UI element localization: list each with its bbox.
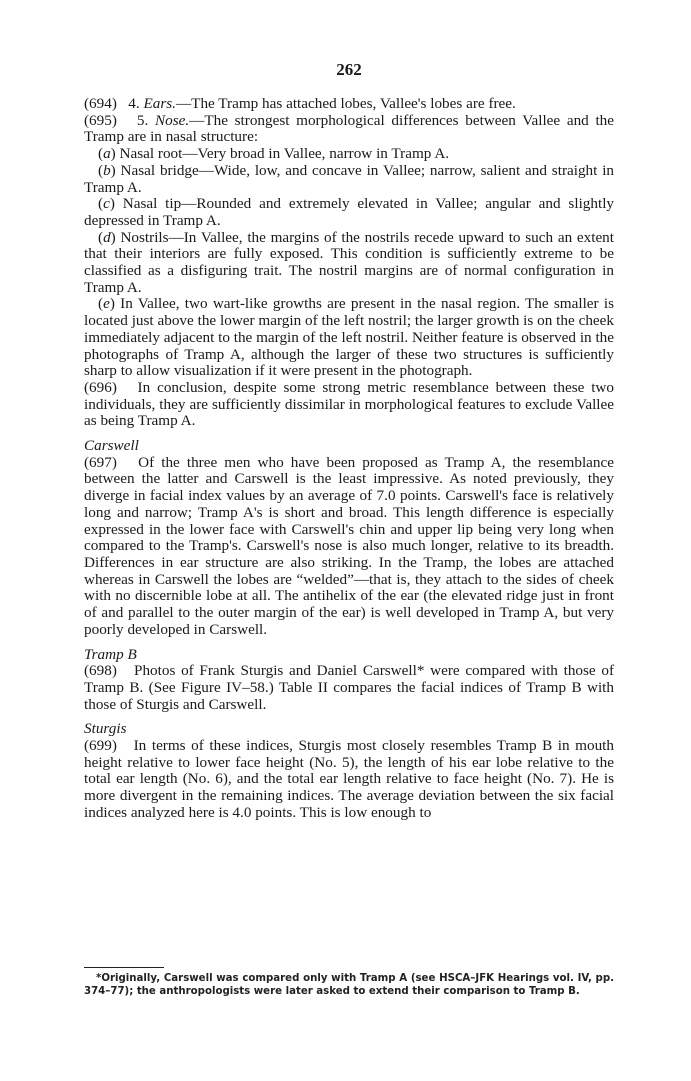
paragraph-text: In terms of these indices, Sturgis most closely resembles Tramp B in mouth height relative to lower face height (No. 5), the length of his ear lobe relative to the total ear length (No. 6), and the total ear length relative to face height (No. 7). He is more divergent in the remaining indices. The average deviation between the six facial indices analyzed here is 4.0 points. This is low enough to (84, 737, 614, 821)
paragraph-698 (84, 663, 614, 713)
paragraph-number: (695) (84, 111, 117, 129)
subitem-letter: a (103, 145, 111, 163)
subitem-d: (d) Nostrils—In Vallee, the margins of the nostrils recede upward to such an extent that their interiors are fully exposed. This condition is sufficiently extreme to be classified as a disfiguring trait. The nostril margins are of normal configuration in Tramp A. (84, 228, 614, 296)
item-label: Nose. (154, 111, 190, 129)
footnote-text: *Originally, Carswell was compared only with Tramp A (see HSCA–JFK Hearings vol. IV, pp. 374–77); the anthropologists were later asked to extend their comparison to Tramp B. (84, 973, 614, 998)
subitem-text: Nostrils—In Vallee, the margins of the nostrils recede upward to such an extent that their interiors are fully exposed. This condition is sufficiently extreme to be classified as a disfiguring trait. The nostril margins are of normal configuration in Tramp A. (84, 228, 614, 296)
subitem-letter: e (103, 295, 110, 313)
footnote-divider (84, 967, 164, 968)
subitem-b: (b) Nasal bridge—Wide, low, and concave in Vallee; narrow, salient and straight in Tramp A. (84, 161, 615, 196)
paragraph-number: (696) (84, 378, 117, 396)
subitem-letter: d (103, 228, 111, 246)
paragraph-number: (698) (84, 662, 117, 680)
paragraph-699 (84, 738, 614, 822)
item-number: 5. (136, 111, 149, 129)
paragraph-number: (699) (84, 737, 117, 755)
paragraph-text: In conclusion, despite some strong metric resemblance between these two individuals, they are sufficiently dissimilar in morphological features to exclude Vallee as being Tramp A. (84, 378, 614, 430)
subitem-c: (c) Nasal tip—Rounded and extremely elevated in Vallee; angular and slightly depressed in Tramp A. (84, 195, 615, 229)
paragraph-text: —The strongest morphological differences between Vallee and the Tramp are in nasal structure: (84, 111, 614, 146)
subitem-text: Nasal root—Very broad in Vallee, narrow in Tramp A. (119, 145, 450, 163)
subitem-letter: b (103, 161, 111, 179)
paragraph-number: (697) (84, 453, 117, 471)
section-heading-sturgis: Sturgis (84, 720, 127, 738)
body-text (84, 96, 614, 822)
paragraph-695 (84, 113, 614, 146)
paragraph-text: —The Tramp has attached lobes, Vallee's lobes are free. (175, 95, 516, 112)
paragraph-694 (84, 96, 614, 113)
subitem-a: (a) Nasal root—Very broad in Vallee, narrow in Tramp A. (98, 145, 450, 163)
subitem-letter: c (103, 195, 110, 213)
subitem-text: In Vallee, two wart-like growths are present in the nasal region. The smaller is located just above the lower margin of the left nostril; the larger growth is on the cheek immediately adjacent to the margin of the left nostril. Neither feature is observed in the photographs of Tramp A, although the larger of these two structures is sufficiently sharp to allow visualization if it were present in the photograph. (84, 295, 614, 380)
section-heading-carswell: Carswell (84, 437, 139, 455)
item-number: 4. (128, 95, 140, 112)
footnote (84, 972, 614, 999)
section-heading-tramp-b: Tramp B (84, 645, 137, 663)
paragraph-697 (84, 455, 614, 639)
page-number: 262 (336, 60, 362, 79)
paragraph-696 (84, 380, 614, 430)
paragraph-text: Photos of Frank Sturgis and Daniel Carswell* were compared with those of Tramp B. (See Figure IV–58.) Table II compares the facial indices of Tramp B with those of Sturgis and Carswell. (84, 662, 615, 713)
paragraph-number: (694) (84, 95, 117, 112)
subitem-text: Nasal tip—Rounded and extremely elevated in Vallee; angular and slightly depressed in Tramp A. (84, 195, 615, 229)
subitem-text: Nasal bridge—Wide, low, and concave in Vallee; narrow, salient and straight in Tramp A. (84, 161, 615, 196)
item-label: Ears. (143, 95, 176, 112)
paragraph-text: Of the three men who have been proposed as Tramp A, the resemblance between the latter and Carswell is the least impressive. As noted previously, they diverge in facial index values by an average of 7.0 points. Carswell's face is relatively long and narrow; Tramp A's is short and broad. This length difference is especially expressed in the lower face with Carswell's chin and upper lip being very long when compared to the Tramp's. Carswell's nose is also much longer, relative to its breadth. Differences in ear structure are also striking. In the Tramp, the lobes are attached whereas in Carswell the lobes are “welded”—that is, they attach to the sides of cheek with no discernible lobe at all. The antihelix of the ear (the elevated ridge just in front of and parallel to the outer margin of the ear) is well developed in Tramp A, but very poorly developed in Carswell. (84, 453, 615, 638)
subitem-e: (e) In Vallee, two wart-like growths are present in the nasal region. The smaller is located just above the lower margin of the left nostril; the larger growth is on the cheek immediately adjacent to the margin of the left nostril. Neither feature is observed in the photographs of Tramp A, although the larger of these two structures is sufficiently sharp to allow visualization if it were present in the photograph. (84, 295, 614, 380)
